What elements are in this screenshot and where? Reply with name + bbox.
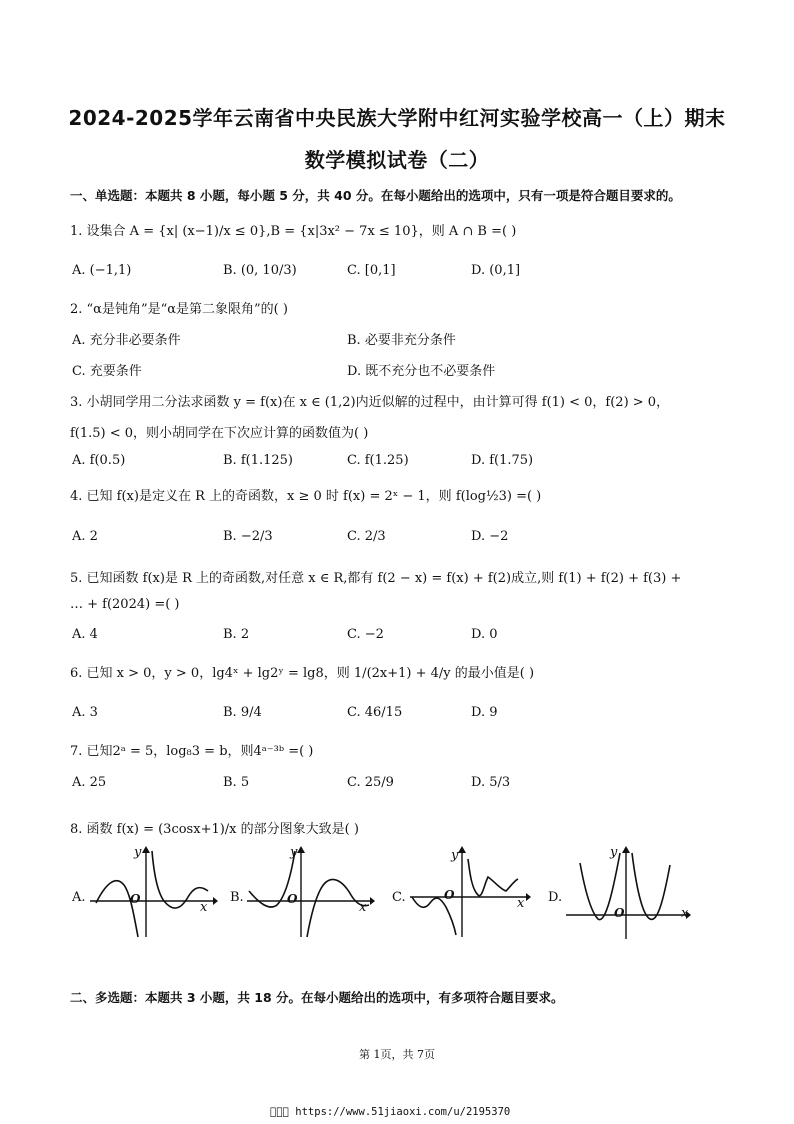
- q8-graph-c[interactable]: [408, 845, 533, 940]
- q8-graph-a-y-label: y: [134, 845, 142, 860]
- question-7-stem: 7. 已知2ᵃ = 5，log₈3 = b，则4ᵃ⁻³ᵇ =( ): [70, 744, 314, 759]
- q6-option-d[interactable]: D. 9: [471, 705, 498, 720]
- q8-option-b-label[interactable]: B.: [230, 890, 244, 905]
- section-heading-multi-choice: 二、多选题：本题共 3 小题，共 18 分。在每小题给出的选项中，有多项符合题目要求。: [70, 990, 564, 1005]
- exam-title-line1: 2024-2025学年云南省中央民族大学附中红河实验学校高一（上）期末: [68, 106, 726, 130]
- q1-option-d[interactable]: D. (0,1]: [471, 263, 521, 278]
- q3-option-a[interactable]: A. f(0.5): [72, 453, 126, 468]
- q7-option-d[interactable]: D. 5/3: [471, 775, 511, 790]
- q5-option-a[interactable]: A. 4: [72, 627, 98, 642]
- q8-graph-c-y-label: y: [451, 848, 459, 863]
- q8-graph-b[interactable]: [245, 845, 375, 940]
- q6-option-b[interactable]: B. 9/4: [223, 705, 262, 720]
- question-3-stem-cont: f(1.5) < 0，则小胡同学在下次应计算的函数值为( ): [70, 426, 369, 441]
- q3-option-d[interactable]: D. f(1.75): [471, 453, 534, 468]
- q2-option-d[interactable]: D. 既不充分也不必要条件: [347, 364, 496, 379]
- question-8-stem: 8. 函数 f(x) = (3cosx+1)/x 的部分图象大致是( ): [70, 822, 359, 837]
- q4-option-d[interactable]: D. −2: [471, 529, 509, 544]
- question-3-stem: 3. 小胡同学用二分法求函数 y = f(x)在 x ∈ (1,2)内近似解的过程中，由计算可得 f(1) < 0，f(2) > 0，: [70, 395, 670, 410]
- q3-option-c[interactable]: C. f(1.25): [347, 453, 409, 468]
- q8-graph-a[interactable]: [88, 845, 218, 940]
- q8-graph-b-origin: O: [287, 892, 298, 906]
- q8-option-d-label[interactable]: D.: [548, 890, 563, 905]
- q8-graph-a-origin: O: [130, 892, 141, 906]
- q8-graph-d-x-label: x: [681, 906, 689, 921]
- q8-graph-b-y-label: y: [290, 845, 298, 860]
- q8-graph-d[interactable]: [564, 845, 694, 940]
- q1-option-c[interactable]: C. [0,1]: [347, 263, 396, 278]
- q8-graph-d-y-label: y: [610, 845, 618, 860]
- q2-option-b[interactable]: B. 必要非充分条件: [347, 333, 456, 348]
- q8-graph-c-x-label: x: [517, 896, 525, 911]
- section-heading-single-choice: 一、单选题：本题共 8 小题，每小题 5 分，共 40 分。在每小题给出的选项中，只有一项是符合题目要求的。: [70, 188, 681, 203]
- q8-option-a-label[interactable]: A.: [72, 890, 86, 905]
- q3-option-b[interactable]: B. f(1.125): [223, 453, 293, 468]
- q4-option-b[interactable]: B. −2/3: [223, 529, 273, 544]
- q8-graph-a-x-label: x: [200, 900, 208, 915]
- q1-option-a[interactable]: A. (−1,1): [72, 263, 132, 278]
- q8-option-c-label[interactable]: C.: [392, 890, 406, 905]
- watermark-url[interactable]:     https://www.51jiaoxi.com/u/2195370: [270, 1106, 511, 1118]
- question-5-stem-cont: … + f(2024) =( ): [70, 597, 180, 612]
- q5-option-c[interactable]: C. −2: [347, 627, 384, 642]
- question-5-stem: 5. 已知函数 f(x)是 R 上的奇函数,对任意 x ∈ R,都有 f(2 − x) = f(x) + f(2)成立,则 f(1) + f(2) + f(3) +: [70, 571, 682, 586]
- q5-option-d[interactable]: D. 0: [471, 627, 498, 642]
- q1-option-b[interactable]: B. (0, 10/3): [223, 263, 297, 278]
- exam-title-line2: 数学模拟试卷（二）: [304, 148, 490, 172]
- q8-graph-c-origin: O: [444, 888, 455, 902]
- q2-option-c[interactable]: C. 充要条件: [72, 364, 142, 379]
- q7-option-a[interactable]: A. 25: [72, 775, 107, 790]
- q6-option-c[interactable]: C. 46/15: [347, 705, 403, 720]
- q8-graph-d-origin: O: [614, 906, 625, 920]
- q4-option-c[interactable]: C. 2/3: [347, 529, 386, 544]
- q7-option-c[interactable]: C. 25/9: [347, 775, 394, 790]
- q6-option-a[interactable]: A. 3: [72, 705, 98, 720]
- question-1-stem: 1. 设集合 A = {x| (x−1)/x ≤ 0},B = {x|3x² − 7x ≤ 10}，则 A ∩ B =( ): [70, 224, 517, 239]
- q5-option-b[interactable]: B. 2: [223, 627, 250, 642]
- q2-option-a[interactable]: A. 充分非必要条件: [72, 333, 181, 348]
- q4-option-a[interactable]: A. 2: [72, 529, 98, 544]
- q8-graph-b-x-label: x: [359, 900, 367, 915]
- page-footer: 第 1页，共 7页: [359, 1048, 435, 1061]
- question-4-stem: 4. 已知 f(x)是定义在 R 上的奇函数，x ≥ 0 时 f(x) = 2ˣ − 1，则 f(log½3) =( ): [70, 489, 542, 504]
- q7-option-b[interactable]: B. 5: [223, 775, 250, 790]
- question-2-stem: 2. “α是钝角”是“α是第二象限角”的( ): [70, 302, 288, 317]
- question-6-stem: 6. 已知 x > 0，y > 0，lg4ˣ + lg2ʸ = lg8，则 1/(2x+1) + 4/y 的最小值是( ): [70, 666, 535, 681]
